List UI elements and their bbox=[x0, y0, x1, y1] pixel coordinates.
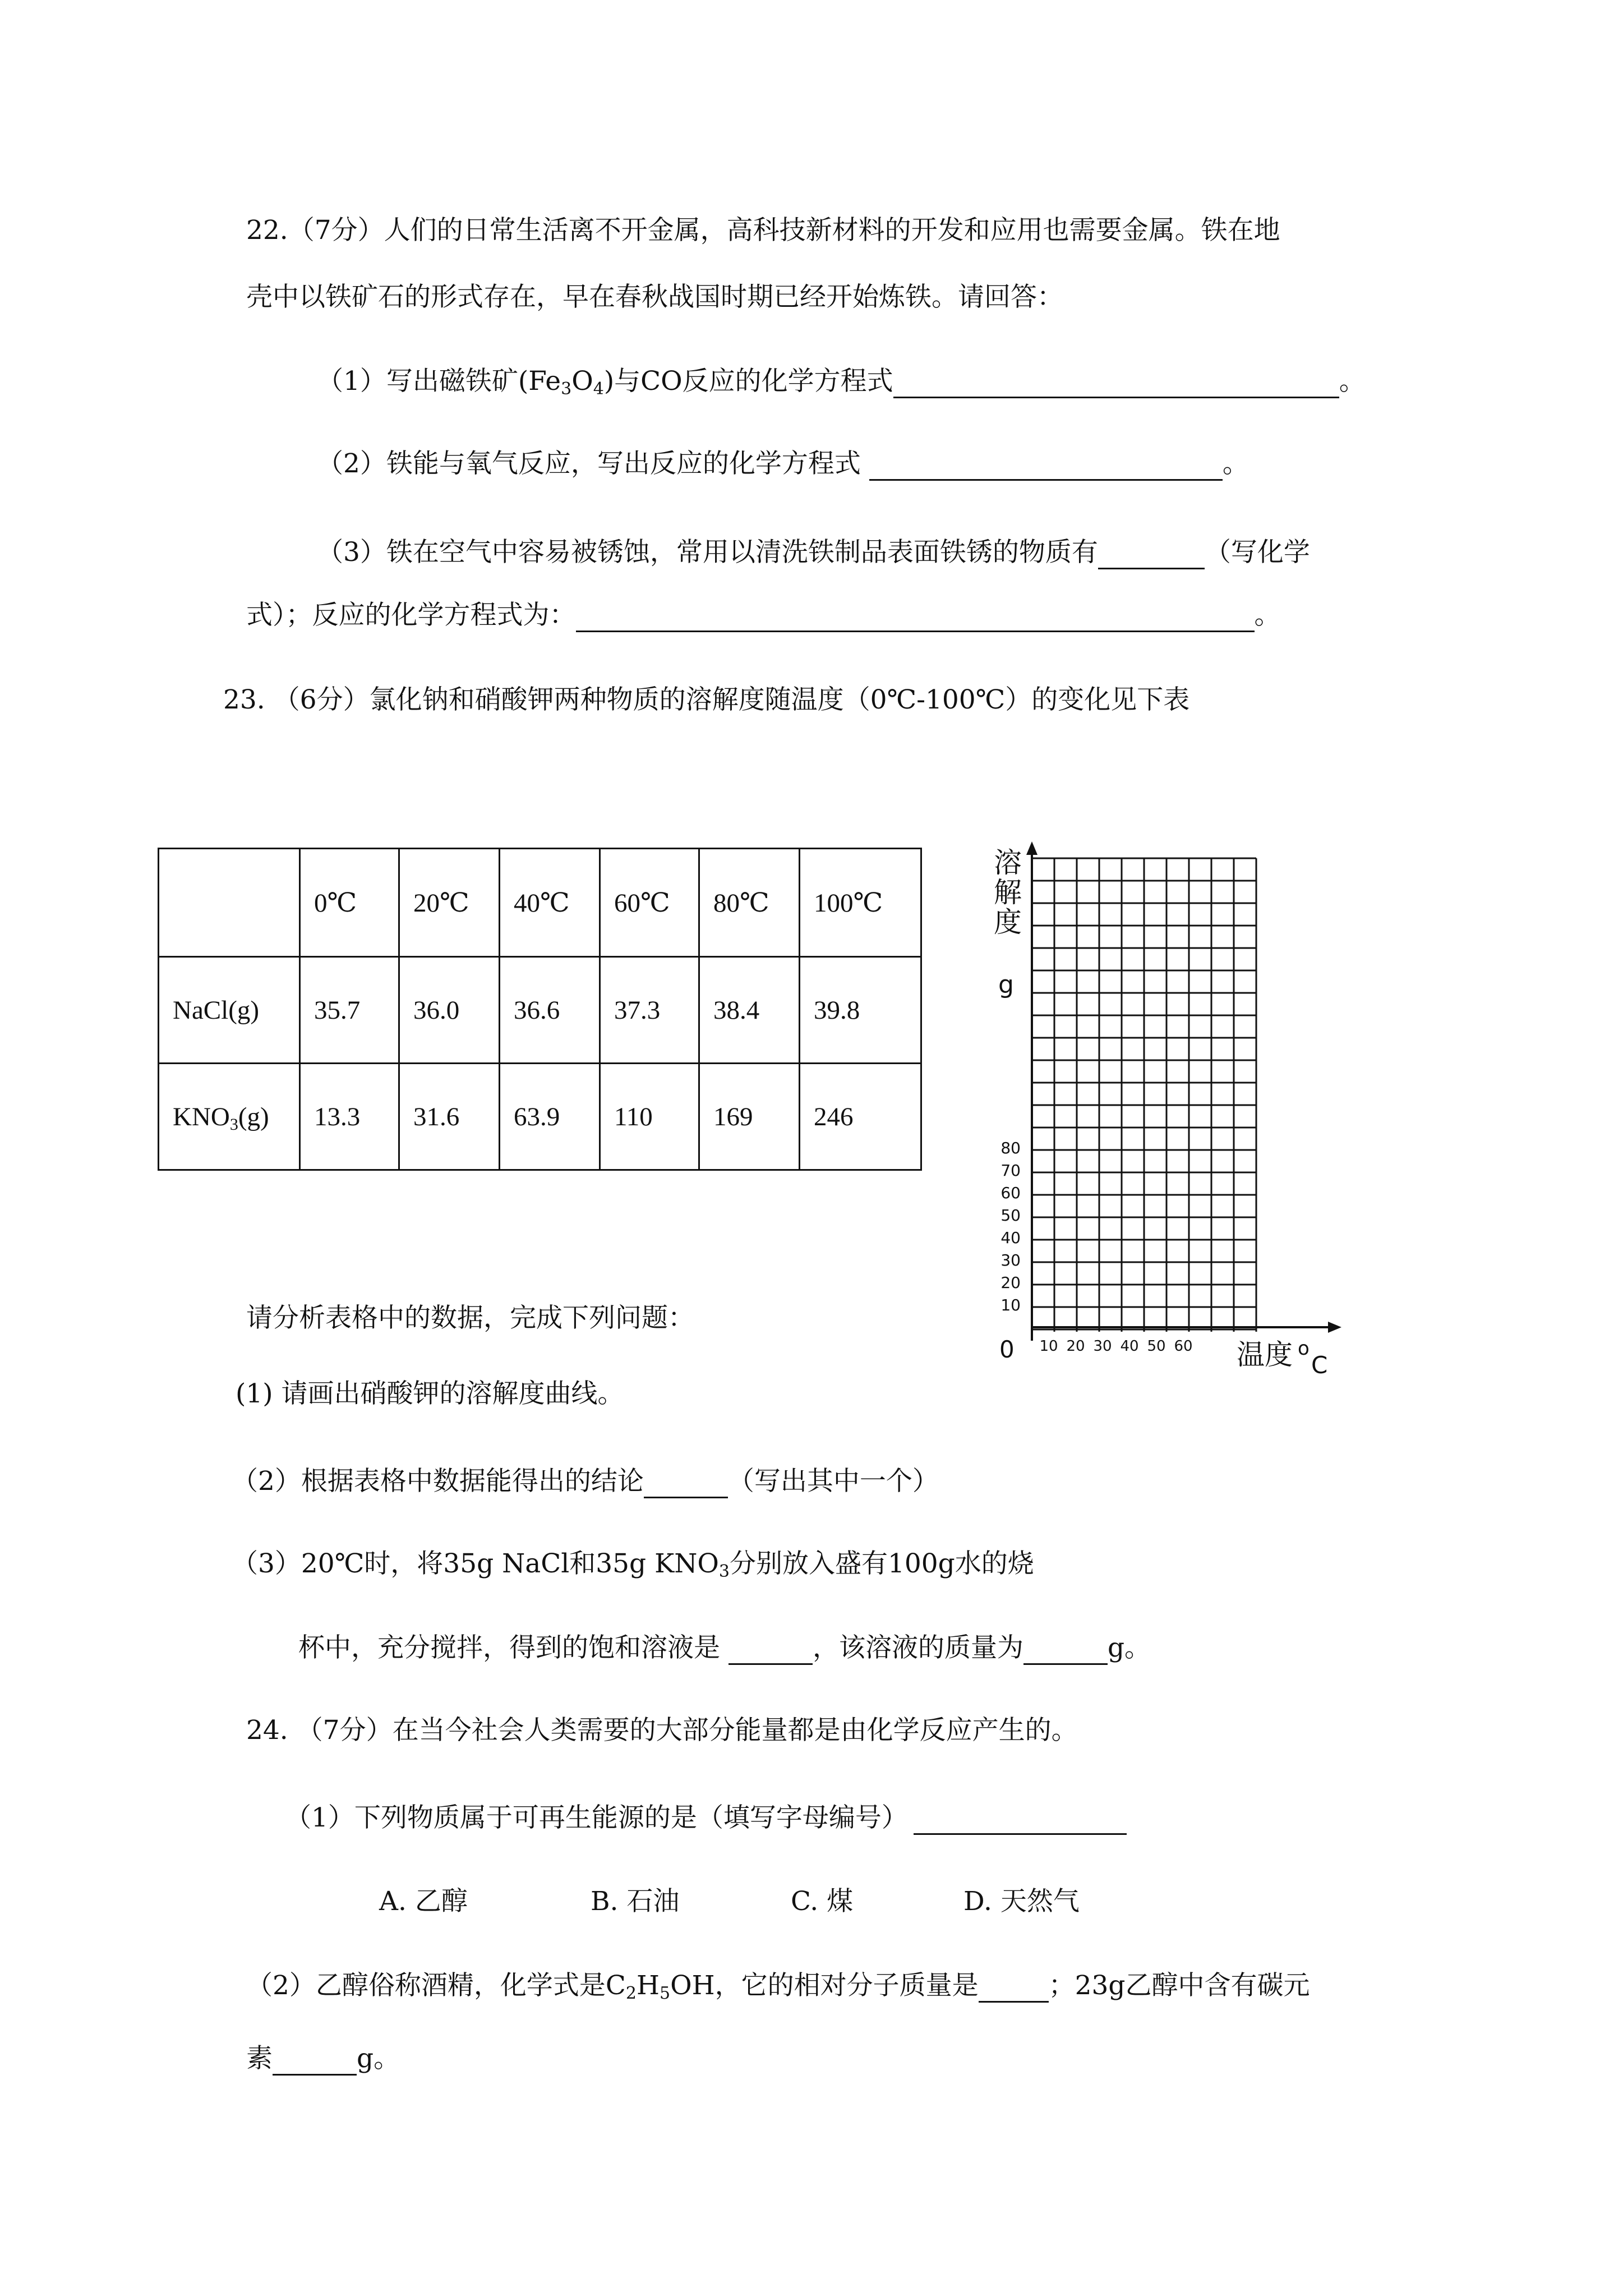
table-header-cell bbox=[159, 849, 300, 957]
table-cell: 38.4 bbox=[699, 957, 800, 1064]
q24-part2-carbon-blank[interactable] bbox=[273, 2048, 357, 2076]
q23-part2-suffix: （写出其中一个） bbox=[727, 1466, 939, 1497]
table-cell: 39.8 bbox=[800, 957, 921, 1064]
x-tick-label: 20 bbox=[1066, 1338, 1085, 1355]
q24-part1-answer-blank[interactable] bbox=[914, 1807, 1127, 1835]
row-label-kno3-main: KNO bbox=[173, 1102, 230, 1131]
q23-part3-solution-blank[interactable] bbox=[728, 1637, 813, 1665]
q23-part3-line2-b: ，该溶液的质量为 bbox=[812, 1632, 1023, 1663]
q24-part2-a: （2）乙醇俗称酒精，化学式是C bbox=[246, 1970, 626, 2001]
x-axis-label: 温度 bbox=[1237, 1338, 1293, 1371]
q22-part3-substance-blank[interactable] bbox=[1098, 542, 1205, 569]
x-axis bbox=[1032, 1322, 1341, 1333]
q24-part2-d: ；23g乙醇中含有碳元 bbox=[1048, 1970, 1310, 2001]
x-tick-label: 10 bbox=[1039, 1338, 1058, 1355]
y-tick-label: 30 bbox=[1000, 1251, 1021, 1269]
q24-part2-b: H bbox=[636, 1970, 660, 2001]
chart-grid bbox=[1032, 858, 1256, 1332]
y-tick-labels bbox=[1000, 1139, 1021, 1314]
q22-part3-line1 bbox=[317, 536, 1310, 569]
q22-part3-line2-prefix: 式）；反应的化学方程式为： bbox=[246, 600, 576, 631]
q23-part3-line2-c: g。 bbox=[1107, 1632, 1151, 1663]
y-tick-label: 60 bbox=[1000, 1184, 1021, 1202]
q24-part1 bbox=[285, 1801, 1127, 1835]
table-header-cell: 0℃ bbox=[300, 849, 399, 957]
q24-part2-line2 bbox=[246, 2042, 400, 2076]
x-tick-labels bbox=[1039, 1338, 1192, 1355]
q24-part2-mass-blank[interactable] bbox=[979, 1975, 1049, 2003]
q24-part2-c: OH，它的相对分子质量是 bbox=[670, 1970, 979, 2001]
table-header-cell: 80℃ bbox=[699, 849, 800, 957]
q24-part1-text: （1）下列物质属于可再生能源的是（填写字母编号） bbox=[285, 1802, 908, 1833]
solubility-grid-chart[interactable] bbox=[953, 830, 1357, 1386]
table-cell: 31.6 bbox=[399, 1064, 500, 1170]
x-tick-label: 50 bbox=[1147, 1338, 1166, 1355]
x-tick-label: 60 bbox=[1174, 1338, 1193, 1355]
y-tick-label: 70 bbox=[1000, 1161, 1021, 1180]
table-cell: 169 bbox=[699, 1064, 800, 1170]
y-tick-label: 80 bbox=[1000, 1139, 1021, 1157]
table-row-nacl bbox=[159, 957, 921, 1064]
q24-option-d: D. 天然气 bbox=[963, 1886, 1080, 1917]
table-cell: 246 bbox=[800, 1064, 921, 1170]
y-label-char: 解 bbox=[994, 876, 1022, 909]
q23-part1: (1) 请画出硝酸钾的溶解度曲线。 bbox=[236, 1378, 624, 1409]
row-label-nacl-text: NaCl(g) bbox=[173, 995, 260, 1025]
q23-part3-line2 bbox=[298, 1631, 1151, 1665]
x-axis-unit-degree: o bbox=[1298, 1337, 1310, 1360]
row-label-kno3-sub: 3 bbox=[229, 1115, 238, 1134]
q24-part2-line2-b: g。 bbox=[357, 2043, 400, 2074]
table-header-cell: 40℃ bbox=[500, 849, 600, 957]
q24-option-a: A. 乙醇 bbox=[379, 1886, 468, 1917]
q23-part3-mass-blank[interactable] bbox=[1023, 1637, 1108, 1665]
q22-part2 bbox=[317, 447, 1249, 481]
q22-part1-prefix: （1）写出磁铁矿(Fe bbox=[317, 366, 561, 397]
q22-part1-mid: O bbox=[571, 366, 593, 397]
x-axis-unit: C bbox=[1311, 1351, 1328, 1379]
q22-part1-end: 。 bbox=[1339, 366, 1366, 397]
q22-intro-line2: 壳中以铁矿石的形式存在，早在春秋战国时期已经开始炼铁。请回答： bbox=[246, 282, 1063, 312]
row-label-kno3-tail: (g) bbox=[238, 1102, 269, 1131]
q23-part3-line1 bbox=[232, 1547, 1034, 1581]
y-tick-label: 10 bbox=[1000, 1296, 1021, 1314]
table-cell: 35.7 bbox=[300, 957, 399, 1064]
q24-part2-line1 bbox=[246, 1969, 1310, 2003]
row-label-kno3 bbox=[159, 1064, 300, 1170]
q22-part2-end: 。 bbox=[1222, 448, 1249, 479]
table-cell: 36.6 bbox=[500, 957, 600, 1064]
q22-part1-answer-blank[interactable] bbox=[893, 371, 1339, 398]
q23-part2-prefix: （2）根据表格中数据能得出的结论 bbox=[232, 1466, 644, 1497]
table-cell: 37.3 bbox=[600, 957, 699, 1064]
q23-part3-line1-b: 分别放入盛有100g水的烧 bbox=[729, 1548, 1034, 1579]
q22-part3-line2 bbox=[246, 599, 1281, 632]
q22-part2-answer-blank[interactable] bbox=[869, 453, 1223, 481]
q22-part3-line2-end: 。 bbox=[1254, 600, 1281, 631]
q22-part3-suffix: （写化学 bbox=[1204, 537, 1310, 568]
table-header-cell: 100℃ bbox=[800, 849, 921, 957]
y-label-char: 溶 bbox=[994, 846, 1022, 879]
y-tick-label: 20 bbox=[1000, 1273, 1021, 1292]
q23-part3-line1-a: （3）20℃时，将35g NaCl和35g KNO bbox=[232, 1548, 719, 1579]
q23-part3-line1-sub: 3 bbox=[718, 1562, 730, 1581]
q24-part2-line2-a: 素 bbox=[246, 2043, 273, 2074]
q23-part2-conclusion-blank[interactable] bbox=[644, 1471, 728, 1498]
q24-option-c: C. 煤 bbox=[791, 1886, 854, 1917]
y-tick-label: 40 bbox=[1000, 1228, 1021, 1247]
table-header-cell: 60℃ bbox=[600, 849, 699, 957]
q22-part1-sub1: 3 bbox=[561, 379, 572, 399]
row-label-nacl bbox=[159, 957, 300, 1064]
q22-intro-line1: 22.（7分）人们的日常生活离不开金属，高科技新材料的开发和应用也需要金属。铁在地 bbox=[246, 215, 1280, 246]
y-tick-label: 50 bbox=[1000, 1206, 1021, 1225]
q22-part1-suffix: )与CO反应的化学方程式 bbox=[603, 366, 893, 397]
q22-part3-equation-blank[interactable] bbox=[576, 605, 1255, 632]
q24-part2-sub1: 2 bbox=[625, 1984, 637, 2003]
q22-part1 bbox=[317, 365, 1366, 398]
y-label-char: g bbox=[998, 970, 1014, 999]
x-tick-label: 40 bbox=[1120, 1338, 1139, 1355]
y-label-char: 度 bbox=[994, 906, 1022, 938]
q23-instruction: 请分析表格中的数据，完成下列问题： bbox=[246, 1303, 694, 1333]
q24-intro: 24. （7分）在当今社会人类需要的大部分能量都是由化学反应产生的。 bbox=[246, 1715, 1078, 1746]
origin-label: 0 bbox=[999, 1336, 1015, 1363]
q22-part3-prefix: （3）铁在空气中容易被锈蚀，常用以清洗铁制品表面铁锈的物质有 bbox=[317, 537, 1098, 568]
table-cell: 13.3 bbox=[300, 1064, 399, 1170]
table-cell: 36.0 bbox=[399, 957, 500, 1064]
q22-part2-text: （2）铁能与氧气反应，写出反应的化学方程式 bbox=[317, 448, 869, 479]
x-tick-label: 30 bbox=[1093, 1338, 1112, 1355]
q22-part1-sub2: 4 bbox=[593, 379, 604, 399]
table-header-row bbox=[159, 849, 921, 957]
table-header-cell: 20℃ bbox=[399, 849, 500, 957]
table-cell: 110 bbox=[600, 1064, 699, 1170]
q23-part3-line2-a: 杯中，充分搅拌，得到的饱和溶液是 bbox=[298, 1632, 728, 1663]
q24-part2-sub2: 5 bbox=[659, 1984, 671, 2003]
q24-option-b: B. 石油 bbox=[591, 1886, 680, 1917]
q23-intro: 23. （6分）氯化钠和硝酸钾两种物质的溶解度随温度（0℃-100℃）的变化见下表 bbox=[223, 684, 1190, 715]
table-cell: 63.9 bbox=[500, 1064, 600, 1170]
table-row-kno3 bbox=[159, 1064, 921, 1170]
q23-part2 bbox=[232, 1465, 939, 1498]
solubility-table bbox=[158, 848, 922, 1171]
y-axis bbox=[1026, 841, 1038, 1341]
